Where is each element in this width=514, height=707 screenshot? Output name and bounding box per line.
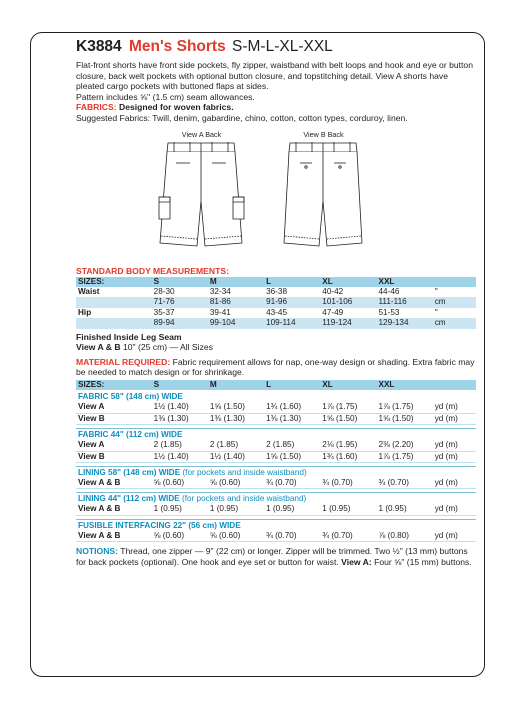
block-subtitle: (for pockets and inside waistband) xyxy=(182,468,307,477)
row-label: View A xyxy=(76,402,152,413)
fabrics-text: Designed for woven fabrics. xyxy=(118,102,234,113)
header-cell: L xyxy=(264,380,320,390)
block-subtitle: (for pockets and inside waistband) xyxy=(182,494,307,504)
cell: 109-114 xyxy=(264,318,320,328)
unit-cell: yd (m) xyxy=(433,440,476,451)
row-label: View A & B xyxy=(76,478,152,489)
inseam-value: 10" (25 cm) — All Sizes xyxy=(122,342,213,353)
cell: 129-134 xyxy=(376,318,432,328)
pattern-name: Men's Shorts xyxy=(129,38,226,55)
fabric-44-table xyxy=(76,440,476,463)
pattern-envelope-back xyxy=(76,37,476,567)
suggested-fabrics: Suggested Fabrics: Twill, denim, gabardine, chino, cotton, cotton types, corduroy, linen. xyxy=(76,112,408,123)
header-cell: L xyxy=(264,277,320,287)
row-label: View A xyxy=(76,440,152,451)
measurements-header-row xyxy=(76,277,476,287)
header-cell: SIZES: xyxy=(76,380,152,390)
row-label xyxy=(76,318,152,328)
table-row xyxy=(76,451,476,462)
cell: ⅝ (0.60) xyxy=(208,478,264,489)
notions xyxy=(76,546,476,567)
table-row xyxy=(76,297,476,307)
cell: 1⅜ (1.30) xyxy=(264,413,320,424)
cell: ¾ (0.70) xyxy=(264,531,320,542)
interfacing-heading xyxy=(76,519,476,531)
cell: ¾ (0.70) xyxy=(320,478,376,489)
notions-view-a-text: Four ⅝" (15 mm) buttons. xyxy=(374,556,472,567)
material-intro xyxy=(76,357,476,378)
table-row xyxy=(76,402,476,413)
cell: 1 (0.95) xyxy=(376,504,432,515)
header-cell: XXL xyxy=(376,380,432,390)
unit-cell: cm xyxy=(433,318,476,328)
view-b-shorts-drawing xyxy=(276,139,371,259)
cell: 91-96 xyxy=(264,297,320,307)
block-title: FUSIBLE INTERFACING 22" (56 cm) WIDE xyxy=(78,520,241,530)
unit-cell: " xyxy=(434,286,438,296)
table-row xyxy=(76,308,476,318)
inseam-view: View A & B xyxy=(76,342,121,353)
cell: 32-34 xyxy=(209,286,231,296)
header-cell xyxy=(433,380,476,390)
cell: ⅝ (0.60) xyxy=(208,531,264,542)
row-label: View B xyxy=(76,413,152,424)
fabric-58-heading xyxy=(76,391,476,402)
cell: 71-76 xyxy=(152,297,208,307)
cell: 1⅝ (1.50) xyxy=(376,413,432,424)
pattern-title xyxy=(76,37,476,57)
header-cell: XXL xyxy=(376,277,432,287)
unit-cell: yd (m) xyxy=(433,478,476,489)
cell: 1⅞ (1.75) xyxy=(320,402,376,413)
row-label xyxy=(76,297,152,307)
cell: ⅝ (0.60) xyxy=(152,531,208,542)
lining-58-table xyxy=(76,478,476,489)
cell: 1¾ (1.60) xyxy=(264,402,320,413)
view-a-shorts-drawing xyxy=(154,139,249,259)
view-b-back xyxy=(276,130,371,264)
unit-cell: yd (m) xyxy=(433,413,476,424)
view-a-label: View A Back xyxy=(181,129,222,139)
material-header-table xyxy=(76,380,476,390)
inseam-line xyxy=(76,342,476,353)
cell: ¾ (0.70) xyxy=(320,531,376,542)
lining-58-heading xyxy=(76,466,476,478)
cell: 99-104 xyxy=(208,318,264,328)
table-row xyxy=(76,531,476,542)
fabrics-label: FABRICS: xyxy=(76,102,117,113)
fabrics-line xyxy=(76,102,476,113)
lining-44-table xyxy=(76,504,476,515)
cell: 1⅞ (1.75) xyxy=(376,402,432,413)
pattern-sizes: S-M-L-XL-XXL xyxy=(232,38,333,55)
row-label: View B xyxy=(76,451,152,462)
unit-cell: " xyxy=(434,307,438,317)
row-label: Hip xyxy=(78,307,92,317)
header-cell: SIZES: xyxy=(76,277,152,287)
cell: 1 (0.95) xyxy=(264,504,320,515)
header-cell: M xyxy=(208,380,264,390)
cell: 35-37 xyxy=(153,307,175,317)
cell: 1⅝ (1.50) xyxy=(320,413,376,424)
block-title: LINING 44" (112 cm) WIDE xyxy=(78,494,180,504)
cell: 1½ (1.40) xyxy=(152,451,208,462)
cell: 2 (1.85) xyxy=(264,440,320,451)
cell: 2⅛ (1.95) xyxy=(320,440,376,451)
cell: 1½ (1.40) xyxy=(208,451,264,462)
cell: 101-106 xyxy=(320,297,376,307)
pattern-number: K3884 xyxy=(76,38,122,55)
measurements-heading: STANDARD BODY MEASUREMENTS: xyxy=(76,265,229,276)
cell: 43-45 xyxy=(266,307,288,317)
block-title: LINING 58" (148 cm) WIDE xyxy=(78,468,181,477)
header-cell: M xyxy=(208,277,264,287)
block-title: FABRIC 44" (112 cm) WIDE xyxy=(78,430,183,440)
interfacing-table xyxy=(76,531,476,542)
cell: 1 (0.95) xyxy=(152,504,208,515)
unit-cell: cm xyxy=(433,297,476,307)
view-b-label: View B Back xyxy=(303,129,344,139)
cell: 1⅝ (1.50) xyxy=(264,451,320,462)
cell: 1⅜ (1.30) xyxy=(208,413,264,424)
unit-cell: yd (m) xyxy=(433,402,476,413)
cell: 1⅝ (1.50) xyxy=(208,402,264,413)
cell: 47-49 xyxy=(322,307,344,317)
cell: 2 (1.85) xyxy=(208,440,264,451)
table-row xyxy=(76,504,476,515)
cell: 1⅞ (1.75) xyxy=(376,451,432,462)
inseam-label: Finished Inside Leg Seam xyxy=(76,331,182,342)
table-row xyxy=(76,478,476,489)
cell: 2⅜ (2.20) xyxy=(376,440,432,451)
cell: 1⅜ (1.30) xyxy=(152,413,208,424)
table-row xyxy=(76,440,476,451)
notions-view-a-label: View A: xyxy=(341,556,372,567)
measurements-table xyxy=(76,277,476,329)
notions-text: Thread, one zipper — 9" (22 cm) or longer. Zipper will be trimmed. Two ½" (13 mm) buttons for back pockets (optional). One hook and eye set or button for waist. xyxy=(76,546,468,567)
description: Flat-front shorts have front side pockets, fly zipper, waistband with belt loops and hook and eye or button closure, back welt pockets with optional button closure, and topstitching detail. View A shorts have pleated cargo pockets with buttoned flaps at sides. xyxy=(76,60,473,92)
block-title: FABRIC 58" (148 cm) WIDE xyxy=(78,392,183,402)
cell: 1¾ (1.60) xyxy=(320,451,376,462)
cell: 119-124 xyxy=(320,318,376,328)
header-cell: S xyxy=(152,380,208,390)
cell: 1½ (1.40) xyxy=(152,402,208,413)
material-text: Fabric requirement allows for nap, one-way design or shading. Extra fabric may be needed to match design or for shrinkage. xyxy=(76,356,475,378)
unit-cell: yd (m) xyxy=(433,531,476,542)
cell: 39-41 xyxy=(209,307,231,317)
cell: 89-94 xyxy=(152,318,208,328)
table-row xyxy=(76,413,476,424)
cell: 111-116 xyxy=(376,297,432,307)
cell: 40-42 xyxy=(322,286,344,296)
view-illustrations xyxy=(76,130,476,262)
table-row xyxy=(76,287,476,297)
cell: 28-30 xyxy=(153,286,175,296)
header-cell: XL xyxy=(320,277,376,287)
cell: ⅝ (0.60) xyxy=(152,478,208,489)
cell: ¾ (0.70) xyxy=(264,478,320,489)
cell: 2 (1.85) xyxy=(152,440,208,451)
cell: 44-46 xyxy=(378,286,400,296)
row-label: Waist xyxy=(78,286,100,296)
header-cell: S xyxy=(152,277,208,287)
lining-44-heading xyxy=(76,492,476,504)
cell: 51-53 xyxy=(378,307,400,317)
unit-cell: yd (m) xyxy=(433,504,476,515)
cell: ⅞ (0.80) xyxy=(376,531,432,542)
fabric-58-table xyxy=(76,402,476,425)
notions-label: NOTIONS: xyxy=(76,546,119,557)
unit-cell: yd (m) xyxy=(433,451,476,462)
row-label: View A & B xyxy=(76,531,152,542)
header-cell xyxy=(433,277,476,287)
header-cell: XL xyxy=(320,380,376,390)
cell: 1 (0.95) xyxy=(320,504,376,515)
fabric-44-heading xyxy=(76,428,476,440)
cell: 81-86 xyxy=(208,297,264,307)
view-a-back xyxy=(154,130,249,264)
material-label: MATERIAL REQUIRED: xyxy=(76,356,171,367)
cell: 1 (0.95) xyxy=(208,504,264,515)
row-label: View A & B xyxy=(76,504,152,515)
cell: ¾ (0.70) xyxy=(376,478,432,489)
seam-allowance: Pattern includes ⅝" (1.5 cm) seam allowances. xyxy=(76,91,255,102)
table-row xyxy=(76,318,476,328)
cell: 36-38 xyxy=(266,286,288,296)
material-header-row xyxy=(76,380,476,390)
